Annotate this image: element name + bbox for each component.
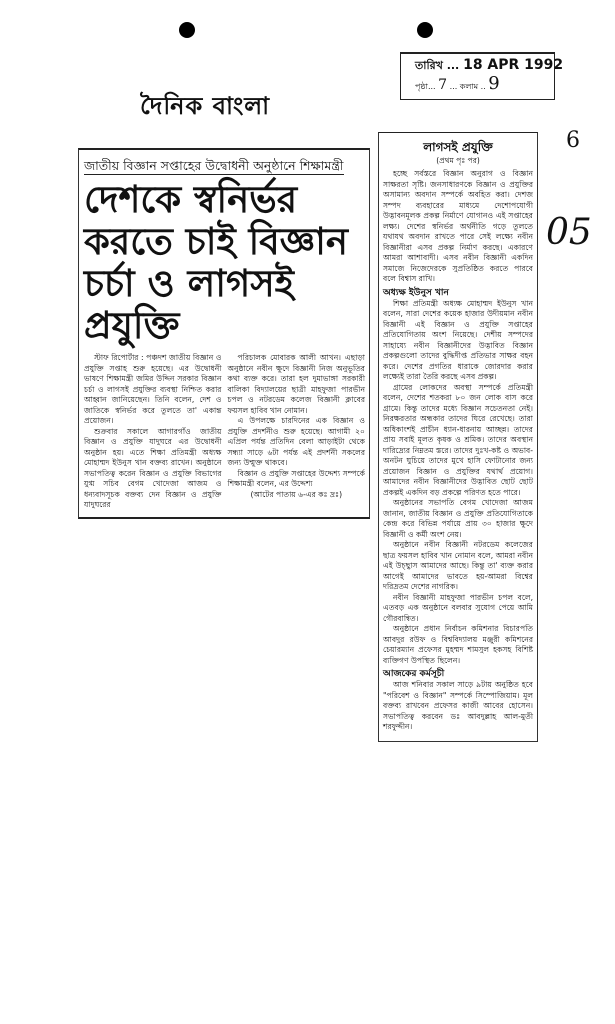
date-label: তারিখ <box>415 59 443 72</box>
newspaper-masthead: দৈনিক বাংলা <box>140 92 271 120</box>
paragraph: আজ শনিবার সকাল সাড়ে ৯টায় অনুষ্ঠিত হবে "পরিবেশ ও বিজ্ঞান" সম্পর্কে সিম্পোজিয়াম। মূল বক্তব্য রাখবেন প্রফেসর কাজী আবের হোসেন। সভাপতিত্ব করবেন ডঃ আবদুল্লাহ আল-মুতী শরফুদ্দীন। <box>383 680 533 731</box>
article-headline: দেশকে স্বনির্ভর করতে চাই বিজ্ঞান চর্চা ও লাগসই প্রযুক্তি <box>84 178 348 347</box>
subhead: আজকের কর্মসূচী <box>383 669 445 679</box>
paragraph: শিক্ষা প্রতিমন্ত্রী অধ্যক্ষ মোহাম্মদ ইউনুস খান বলেন, সারা দেশের কয়েক হাজার উদীয়মান নবীন বিজ্ঞানী এই বিজ্ঞান ও প্রযুক্তি সপ্তাহের প্রতিযোগিতায় অংশ নিয়েছে। দেশীয় সম্পদের সাহায্যে নবীন বিজ্ঞানীদের উদ্ভাবিত বিজ্ঞান প্রকল্পগুলো তাদের বুদ্ধিদীপ্ত প্রতিভার সাক্ষর বহন করে। দেশের প্রগতির ধারাকে জোরদার করার লক্ষ্যেই তারা তৈরি করছে এসব প্রকল্প। <box>383 298 533 381</box>
continuation-note: (আটের পাতায় ৬-এর কঃ দ্রঃ) <box>250 489 343 499</box>
article-columns <box>84 353 365 511</box>
article-column-2 <box>228 353 366 511</box>
article-column-1 <box>84 353 222 511</box>
continuation-subtitle: (প্রথম পৃঃ পর) <box>436 156 480 165</box>
column-label: কলাম <box>459 82 479 91</box>
handwritten-mark: 05 <box>546 212 592 253</box>
paragraph: নবীন বিজ্ঞানী মাহফুজা পারভীন চপল বলে, এতবড় এক অনুষ্ঠানে বলবার সুযোগ পেয়ে আমি গৌরবান্বিত। <box>383 592 533 623</box>
punch-hole <box>417 22 433 38</box>
handwritten-mark: 6 <box>566 128 580 153</box>
article-kicker: জাতীয় বিজ্ঞান সপ্তাহের উদ্বোধনী অনুষ্ঠানে শিক্ষামন্ত্রী <box>84 158 344 173</box>
article-continuation <box>378 132 538 742</box>
page-line: পৃষ্ঠা... 7 ... কলাম .. 9 <box>415 73 500 94</box>
date-line: তারিখ ... 18 APR 1992 <box>415 57 564 73</box>
page-value: 7 <box>438 77 448 93</box>
page-label: পৃষ্ঠা <box>415 82 428 91</box>
paragraph: হচ্ছে সর্বস্তরে বিজ্ঞান অনুরাগ ও বিজ্ঞান সাক্ষরতা সৃষ্টি। জনসাধারণকে বিজ্ঞান ও প্রযুক্তির অসামান্য অবদান সম্পর্কে অবহিত করা। দেশজ সম্পদ ব্যবহারের মাধ্যমে দেশোপযোগী উদ্ভাবনমূলক প্রকল্প নির্মাণে যোগানও এই সপ্তাহের লক্ষ্য। দেশের স্বনির্ভর অর্থনীতি গড়ে তুলতে যথাযথ অবদান রাখতে পারে সেই লক্ষ্যে নবীন বিজ্ঞানীরা এসব প্রকল্প নির্মাণ করছে। একারণে আমরা আশাবাদী। এসব নবীন বিজ্ঞানী একদিন সমাজে নিজেদেরকে সুপ্রতিষ্ঠিত করতে পারবে বলে বিশ্বাস রাখি। <box>383 169 533 283</box>
paragraph: শুক্রবার সকালে আগারগাঁও জাতীয় বিজ্ঞান ও প্রযুক্তি যাদুঘরে এর উদ্বোধনী অনুষ্ঠান হয়। এতে শিক্ষা প্রতিমন্ত্রী অধ্যক্ষ মোহাম্মদ ইউনুস খান বক্তব্য রাখেন। অনুষ্ঠানে সভাপতিত্ব করেন বিজ্ঞান ও প্রযুক্তি বিভাগের যুগ্ম সচিব বেগম খোদেজা আজম ও ধন্যবাদসূচক বক্তব্য দেন বিজ্ঞান ও প্রযুক্তি যাদুঘরের <box>84 426 222 509</box>
column-value: 9 <box>488 73 500 94</box>
subhead: অধ্যক্ষ ইউনুস খান <box>383 287 449 298</box>
paragraph: অনুষ্ঠানে নবীন বিজ্ঞানী নটরডেম কলেজের ছাত্র ফয়সল হাবিব খান নোমান বলে, আমরা নবীন এই উচ্ছ্বাস আমাদের আছে। কিন্তু তা' ব্যক্ত করার আগেই আমাদের ভাবতে হয়-আমরা বিশ্বের দরিদ্রতম দেশের নাগরিক। <box>383 540 533 591</box>
article-main <box>78 148 370 519</box>
paragraph: অনুষ্ঠানে প্রধান নির্বাচন কমিশনার বিচারপতি আবদুর রউফ ও বিশ্ববিদ্যালয় মঞ্জুরী কমিশনের চেয়ারম্যান প্রফেসর মুহম্মদ শামসুল হকসহ বিশিষ্ট ব্যক্তিগণ উপস্থিত ছিলেন। <box>383 624 533 665</box>
paragraph: গ্রামের লোকদের অবস্থা সম্পর্কে প্রতিমন্ত্রী বলেন, দেশের শতকরা ৮০ জন লোক বাস করে গ্রামে। কিন্তু তাদের মধ্যে বিজ্ঞান সচেতনতা নেই। নিরক্ষরতার অন্ধকার তাদের ঘিরে রেখেছে। তারা অধিকাংশই প্রাচীন ধ্যান-ধারনায় আচ্ছন্ন। তাদের প্রায় সবাই মূলত কৃষক ও শ্রমিক। তাদের অবস্থান দারিদ্র্যের নিম্নতম স্তরে। তাদের দুঃখ-কষ্ট ও অভাব-অনটন ঘুচিয়ে তাদের মুখে হাসি ফোটানোর জন্য প্রয়োজন বিজ্ঞান ও প্রযুক্তির যথার্থ প্রয়োগ। আমাদের নবীন বিজ্ঞানীদের উদ্ভাবিত ছোট ছোট প্রকল্পই একদিন বড় প্রকল্পে পরিণত হতে পারে। <box>383 382 533 497</box>
continuation-title: লাগসই প্রযুক্তি <box>423 140 493 154</box>
clipping-stamp <box>400 52 564 100</box>
paragraph: বিজ্ঞান ও প্রযুক্তি সপ্তাহের উদ্দেশ্য সম্পর্কে শিক্ষামন্ত্রী বলেন, এর উদ্দেশ্য <box>227 468 365 488</box>
paragraph: অনুষ্ঠানের সভাপতি বেগম খোদেজা আজম জানান, জাতীয় বিজ্ঞান ও প্রযুক্তি প্রতিযোগিতাকে কেন্দ্র করে বিভিন্ন পর্যায়ে প্রায় ৩০ হাজার ক্ষুদে বিজ্ঞানী ও কর্মী অংশ নেয়। <box>383 498 533 539</box>
paragraph: পরিচালক মোবারক আলী আখন। এছাড়া অনুষ্ঠানে নবীন ক্ষুদে বিজ্ঞানী নিজ অনুভূতির কথা ব্যক্ত করে। তারা হল দুমাভাঙ্গা সরকারী বালিকা বিদ্যালয়ের ছাত্রী মাহফুজা পারভীন চপল ও নটরডেম কলেজ বিজ্ঞানী ক্লাবের ফয়সল হাবিব খান নোমান। <box>227 353 365 415</box>
punch-hole <box>179 22 195 38</box>
paragraph: এ উপলক্ষে চারদিনের এক বিজ্ঞান ও প্রযুক্তি প্রদর্শনীও শুরু হয়েছে। আগামী ২০ এপ্রিল পর্যন্ত প্রতিদিন বেলা আড়াইটা থেকে সন্ধ্যা সাড়ে ৬টা পর্যন্ত এই প্রদর্শনী সকলের জন্য উন্মুক্ত থাকবে। <box>227 416 365 467</box>
continuation-body <box>383 169 533 733</box>
paragraph: স্টাফ রিপোর্টার : পঞ্চদশ জাতীয় বিজ্ঞান ও প্রযুক্তি সপ্তাহ শুরু হয়েছে। এর উদ্বোধনী ভাষণে শিক্ষামন্ত্রী জমির উদ্দিন সরকার বিজ্ঞান চর্চা ও লাগসই প্রযুক্তির ব্যবস্থা নিশ্চিত করার আহ্বান জানিয়েছেন। তিনি বলেন, দেশ ও জাতিকে স্বনির্ভর করে তুলতে তা' একান্ত প্রয়োজন। <box>84 353 222 425</box>
date-value: 18 APR 1992 <box>463 57 564 73</box>
